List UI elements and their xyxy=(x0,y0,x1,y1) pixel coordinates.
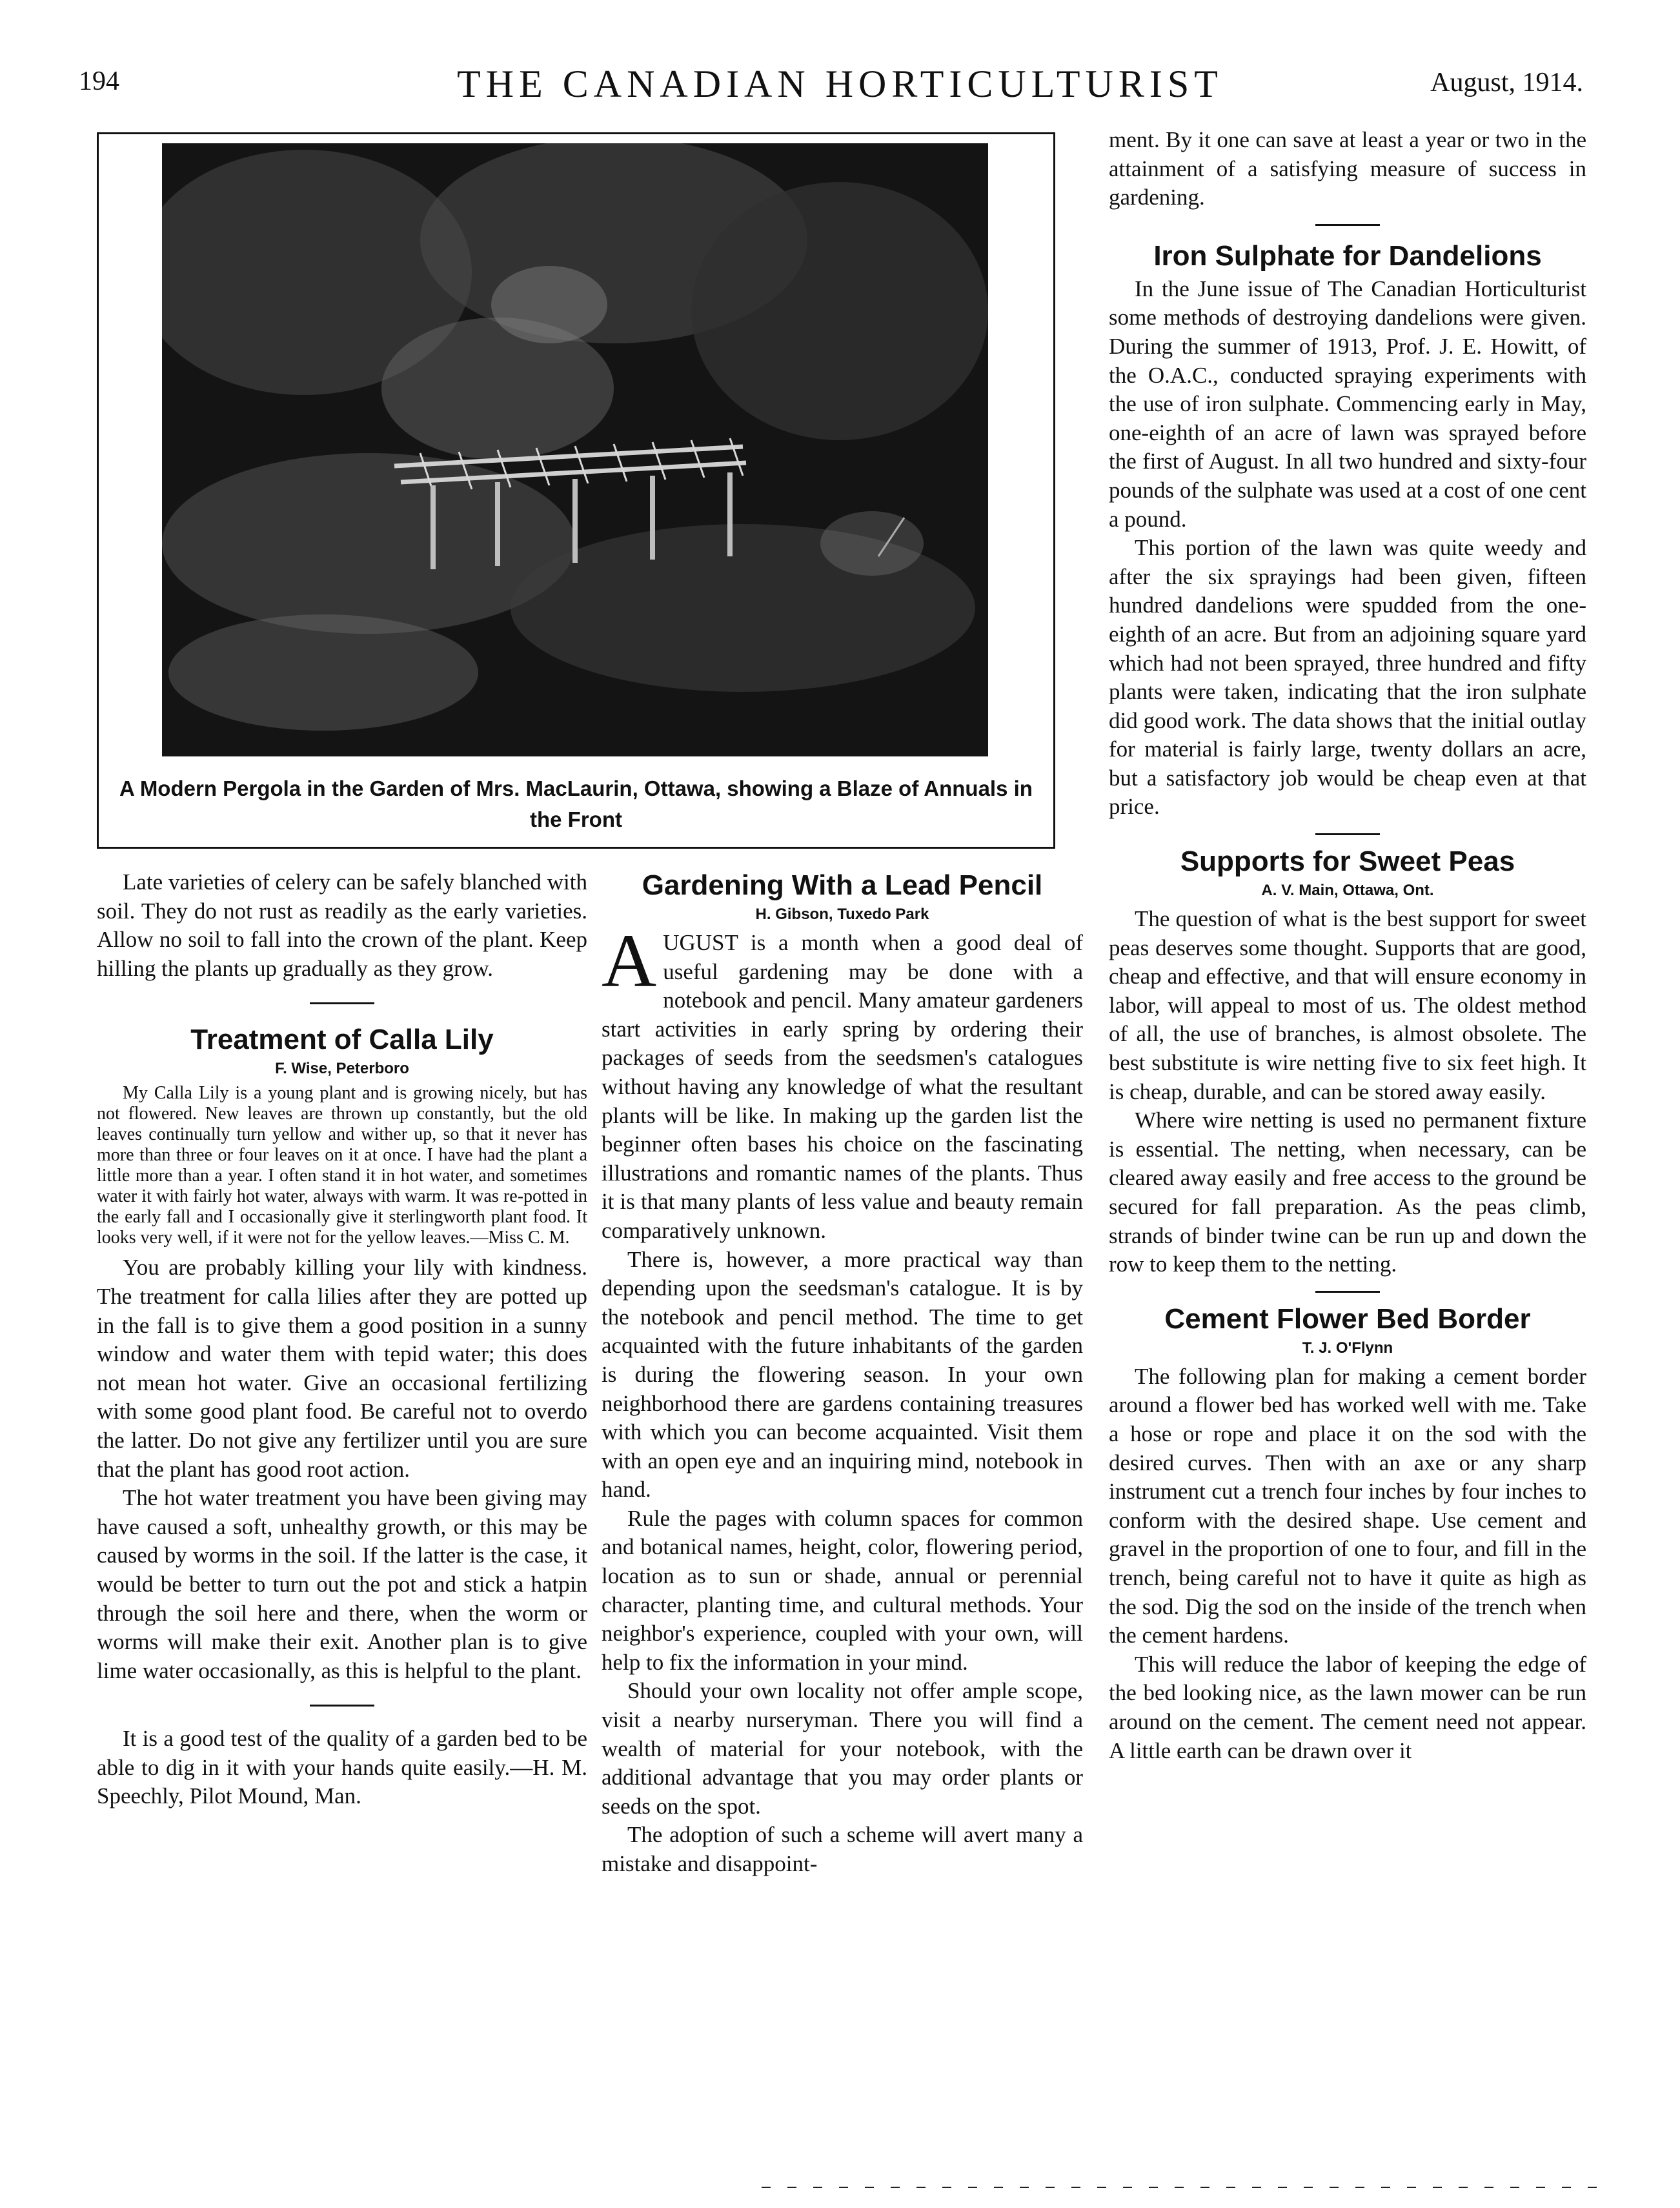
sweet-peas-heading: Supports for Sweet Peas xyxy=(1180,846,1515,878)
pergola-illustration xyxy=(162,143,988,756)
continued-paragraph: ment. By it one can save at least a year or two in the attainment of a satisfying measure of success in gardening. xyxy=(1109,127,1586,210)
calla-lily-letter: My Calla Lily is a young plant and is growing nicely, but has not flowered. New leaves are thrown up constantly, but the old leaves continually turn yellow and wither up, so that it never has more than three or four leaves on it at once. I have had the plant a little more than a year. I often stand it in hot water, and sometimes water it with fairly hot water, always with warm. It was re-potted in the early fall and I occasionally give it sterlingworth plant food. It looks very well, if it were not for the yellow leaves.—Miss C. M. xyxy=(97,1083,587,1248)
lead-pencil-byline: H. Gibson, Tuxedo Park xyxy=(755,906,929,923)
iron-sulphate-paragraph-1: In the June issue of The Canadian Horticulturist some methods of destroying dandelions were given. During the summer of 1913, Prof. J. E. Howitt, of the O.A.C., conducted spraying experiments with the use of iron sulphate. Commencing early in May, one-eighth of an acre of lawn was sprayed before the first of August. In all two hundred and sixty-four pounds of the sulphate was used at a cost of one cent a pound. xyxy=(1109,276,1586,532)
cement-border-byline: T. J. O'Flynn xyxy=(1302,1339,1393,1357)
section-divider xyxy=(1315,833,1380,835)
pergola-photo xyxy=(162,143,988,756)
photo-frame xyxy=(97,132,1055,849)
lead-pencil-paragraph-1 xyxy=(602,918,1083,1246)
lead-pencil-paragraph-1-text: UGUST is a month when a good deal of useful gardening may be done with a notebook and pencil. Many amateur gardeners start activities in early spring by ordering their packages of seeds from the seedsmen's catalogues without having any knowledge of what the resultant plants will be like. In making up the garden list the beginner often bases his choice on the fascinating illustrations and romantic names of the plants. Thus it is that many plants of less value and beauty remain comparatively unknown. xyxy=(602,930,1083,1243)
calla-lily-answer-1: You are probably killing your lily with kindness. The treatment for calla lilies after they are potted up in the fall is to give them a good position in a sunny window and water them with tepid water; this does not mean hot water. Give an occasional fertilizing with some good plant food. Be careful not to overdo the latter. Do not give any fertilizer until you are sure that the plant has good root action. xyxy=(97,1255,587,1482)
section-divider xyxy=(1315,1291,1380,1293)
cement-border-paragraph-2: This will reduce the labor of keeping the edge of the bed looking nice, as the lawn mower can be run around on the cement. The cement need not appear. A little earth can be drawn over it xyxy=(1109,1651,1586,1763)
section-divider xyxy=(1315,224,1380,226)
celery-paragraph: Late varieties of celery can be safely blanched with soil. They do not rust as readily as the early varieties. Allow no soil to fall into the crown of the plant. Keep hilling the plants up gradually as they grow. xyxy=(97,869,587,981)
issue-date: August, 1914. xyxy=(1430,68,1583,97)
column-right xyxy=(1109,126,1586,1765)
section-divider xyxy=(310,1705,374,1707)
section-divider xyxy=(310,1002,374,1004)
calla-lily-heading: Treatment of Calla Lily xyxy=(190,1024,494,1056)
garden-bed-tip: It is a good test of the quality of a garden bed to be able to dig in it with your hands quite easily.—H. M. Speechly, Pilot Mound, Man. xyxy=(97,1726,587,1809)
column-left xyxy=(97,868,587,1811)
sweet-peas-paragraph-1: The question of what is the best support for sweet peas deserves some thought. Supports that are good, cheap and effective, and that will ensure economy in labor, will appeal to most of us. The oldest method of all, the use of branches, is almost obsolete. The best substitute is wire netting five to six feet high. It is cheap, durable, and can be stored away easily. xyxy=(1109,906,1586,1104)
sweet-peas-paragraph-2: Where wire netting is used no permanent fixture is essential. The netting, when necessary, can be cleared away easily and free access to the ground be secured for fall preparation. As the peas climb, strands of binder twine can be run up and down the row to keep them to the netting. xyxy=(1109,1108,1586,1277)
drop-cap: A xyxy=(602,918,657,1003)
iron-sulphate-paragraph-2: This portion of the lawn was quite weedy and after the six sprayings had been given, fifteen hundred dandelions were spudded from the one-eighth of an acre. But from an adjoining square yard which had not been sprayed, three hundred and fifty plants were taken, indicating that the iron sulphate did good work. The data shows that the initial outlay for material is fairly large, twenty dollars an acre, but a satisfactory job would be cheap even at that price. xyxy=(1109,535,1586,820)
cement-border-heading: Cement Flower Bed Border xyxy=(1164,1302,1531,1335)
lead-pencil-paragraph-5: The adoption of such a scheme will avert many a mistake and disappoint- xyxy=(602,1822,1083,1876)
iron-sulphate-heading: Iron Sulphate for Dandelions xyxy=(1153,239,1542,272)
column-middle xyxy=(602,868,1083,1879)
lead-pencil-paragraph-3: Rule the pages with column spaces for common and botanical names, height, color, flowering period, location as to sun or shade, annual or perennial character, planting time, and cultural methods. Your neighbor's experience, coupled with your own, will help to fix the information in your mind. xyxy=(602,1505,1083,1675)
photo-caption: A Modern Pergola in the Garden of Mrs. MacLaurin, Ottawa, showing a Blaze of Annuals in the Front xyxy=(119,776,1033,831)
lead-pencil-paragraph-2: There is, however, a more practical way than depending upon the seedsman's catalogue. It is by the notebook and pencil method. The time to get acquainted with the future inhabitants of the garden is during the flowering season. In your own neighborhood there are gardens containing treasures with which you can become acquainted. Visit them with an open eye and an inquiring mind, notebook in hand. xyxy=(602,1246,1083,1503)
lead-pencil-heading: Gardening With a Lead Pencil xyxy=(642,869,1043,901)
sweet-peas-byline: A. V. Main, Ottawa, Ont. xyxy=(1261,882,1434,900)
cement-border-paragraph-1: The following plan for making a cement border around a flower bed has worked well with me. Take a hose or rope and place it on the sod with the desired curves. Then with an axe or any sharp instrument cut a trench four inches by four inches to conform with the desired shape. Use cement and gravel in the proportion of one to four, and fill in the trench, being careful not to have it quite as high as the sod. Dig the sod on the inside of the trench when the cement hardens. xyxy=(1109,1363,1586,1648)
calla-lily-byline: F. Wise, Peterboro xyxy=(275,1060,409,1078)
footer-rule xyxy=(762,2187,1614,2188)
page-number: 194 xyxy=(79,66,119,96)
lead-pencil-paragraph-4: Should your own locality not offer ample scope, visit a nearby nurseryman. There you will find a wealth of material for your notebook, with the additional advantage that you may order plants or seeds on the spot. xyxy=(602,1678,1083,1819)
calla-lily-answer-2: The hot water treatment you have been giving may have caused a soft, unhealthy growth, or this may be caused by worms in the soil. If the latter is the case, it would be better to turn out the pot and stick a hatpin through the soil here and there, when the worm or worms will make their exit. Another plan is to give lime water occasionally, as this is helpful to the plant. xyxy=(97,1485,587,1683)
publication-title: THE CANADIAN HORTICULTURIST xyxy=(457,63,1223,105)
